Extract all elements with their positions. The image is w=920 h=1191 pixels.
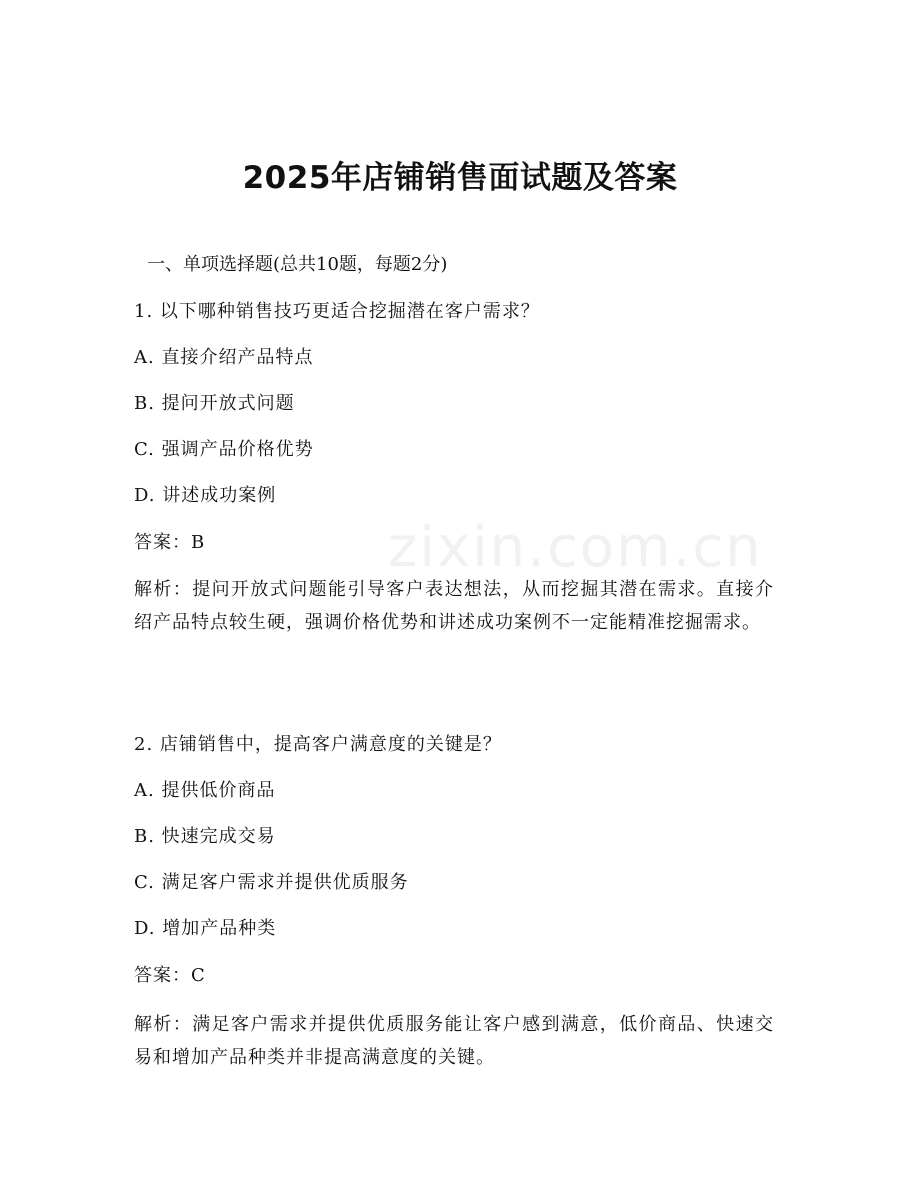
section-heading: 一、单项选择题(总共10题，每题2分) [147,254,448,275]
page-title: 2025年店铺销售面试题及答案 [242,160,678,196]
question-2-analysis: 解析：满足客户需求并提供优质服务能让客户感到满意，低价商品、快速交易和增加产品种类并非提高满意度的关键。 [134,1014,774,1068]
question-2-option-b: B. 快速完成交易 [134,826,276,847]
question-1-analysis: 解析：提问开放式问题能引导客户表达想法，从而挖掘其潜在需求。直接介绍产品特点较生硬，强调价格优势和讲述成功案例不一定能精准挖掘需求。 [134,579,774,633]
watermark: zixin.com.cn [388,515,763,580]
question-1-option-d: D. 讲述成功案例 [134,485,277,506]
question-1-answer: 答案：B [134,532,206,553]
question-1-option-a: A. 直接介绍产品特点 [134,347,314,368]
question-2-answer: 答案：C [134,965,206,986]
question-1-stem: 1. 以下哪种销售技巧更适合挖掘潜在客户需求？ [134,301,540,322]
question-2-option-a: A. 提供低价商品 [134,780,276,801]
question-1-option-c: C. 强调产品价格优势 [134,439,314,460]
question-2-stem: 2. 店铺销售中，提高客户满意度的关键是？ [134,734,502,755]
question-2-option-c: C. 满足客户需求并提供优质服务 [134,872,409,893]
question-2-option-d: D. 增加产品种类 [134,918,277,939]
question-1-option-b: B. 提问开放式问题 [134,393,295,414]
